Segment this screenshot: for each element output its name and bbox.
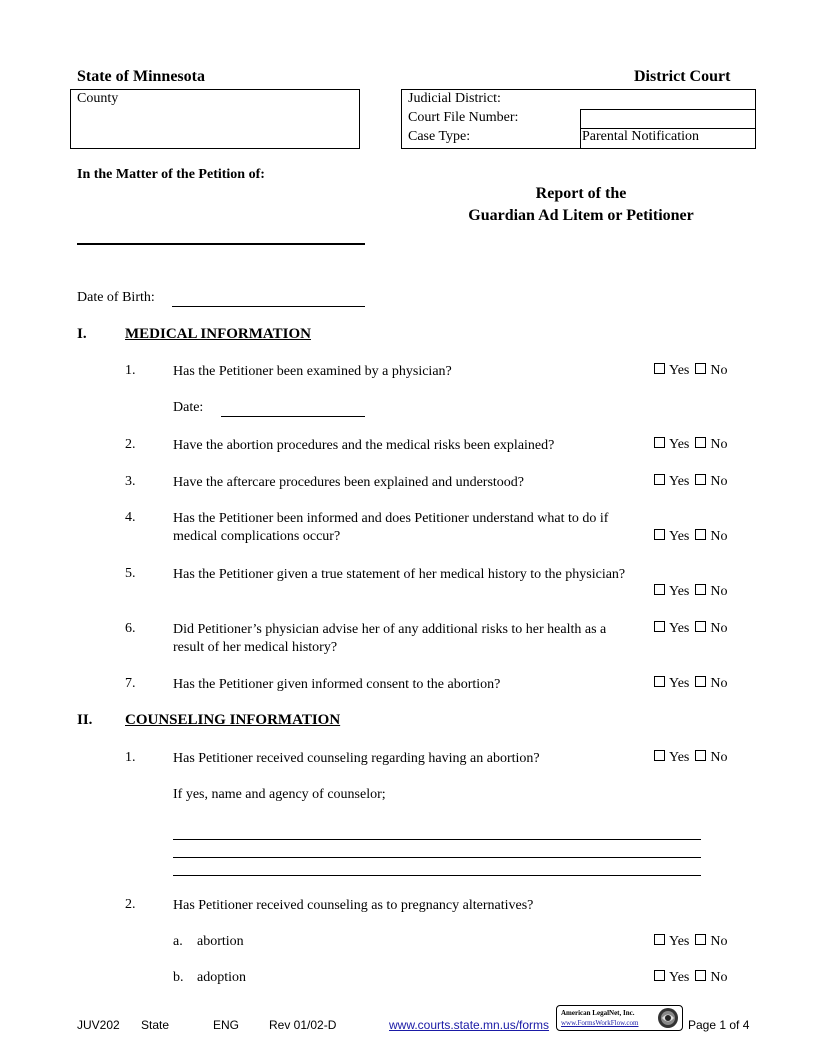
county-box[interactable]: [70, 89, 360, 149]
s1-q2-text: Have the abortion procedures and the medical risks been explained?: [173, 438, 555, 453]
yes-label: Yes: [669, 363, 690, 378]
s1-q3-num: 3.: [125, 474, 136, 489]
s1-date-field[interactable]: [221, 416, 365, 417]
s1-q4-num: 4.: [125, 510, 136, 525]
section1-numeral: I.: [77, 326, 87, 342]
s2-q1-text: Has Petitioner received counseling regarding having an abortion?: [173, 751, 540, 766]
no-checkbox[interactable]: [695, 621, 706, 632]
footer-lang: ENG: [213, 1018, 240, 1032]
state-title: State of Minnesota: [77, 68, 205, 85]
field-divider: [580, 109, 581, 148]
no-checkbox[interactable]: [695, 970, 706, 981]
case-type-label: Case Type:: [408, 129, 471, 144]
judicial-district-label: Judicial District:: [408, 91, 501, 106]
yes-checkbox[interactable]: [654, 474, 665, 485]
no-label: No: [710, 621, 728, 636]
counselor-line-2[interactable]: [173, 857, 701, 858]
yes-label: Yes: [669, 750, 690, 765]
s1-q3-answer: [654, 474, 728, 490]
yes-checkbox[interactable]: [654, 363, 665, 374]
yes-checkbox[interactable]: [654, 621, 665, 632]
section1-title: MEDICAL INFORMATION: [125, 326, 311, 342]
s1-q7-answer: [654, 676, 728, 692]
yes-checkbox[interactable]: [654, 437, 665, 448]
sub-b-text: adoption: [197, 970, 246, 985]
counselor-prompt: If yes, name and agency of counselor;: [173, 787, 386, 802]
no-checkbox[interactable]: [695, 676, 706, 687]
court-file-number-label: Court File Number:: [408, 110, 519, 125]
no-checkbox[interactable]: [695, 584, 706, 595]
section2-numeral: II.: [77, 712, 93, 728]
no-checkbox[interactable]: [695, 934, 706, 945]
no-label: No: [710, 363, 728, 378]
s1-date-label: Date:: [173, 400, 204, 415]
s1-q7-text: Has the Petitioner given informed consent to the abortion?: [173, 677, 501, 692]
no-label: No: [710, 676, 728, 691]
s1-q1-num: 1.: [125, 363, 136, 378]
no-label: No: [710, 934, 728, 949]
yes-checkbox[interactable]: [654, 750, 665, 761]
s1-q4-text: Has the Petitioner been informed and does Petitioner understand what to do if medical complications occur?: [173, 511, 609, 544]
dob-label: Date of Birth:: [77, 290, 155, 305]
s2-q1-num: 1.: [125, 750, 136, 765]
vendor-logo[interactable]: [556, 1005, 683, 1031]
sub-a-text: abortion: [197, 934, 244, 949]
report-title-line1: Report of the: [535, 185, 627, 202]
matter-label: In the Matter of the Petition of:: [77, 167, 265, 182]
s1-q6-answer: [654, 621, 728, 637]
footer-rev: Rev 01/02-D: [269, 1018, 337, 1032]
no-label: No: [710, 474, 728, 489]
sub-a-answer: [654, 934, 728, 950]
yes-checkbox[interactable]: [654, 584, 665, 595]
no-checkbox[interactable]: [695, 529, 706, 540]
s1-q5-answer: [654, 584, 728, 600]
yes-checkbox[interactable]: [654, 529, 665, 540]
footer-state: State: [141, 1018, 170, 1032]
no-label: No: [710, 584, 728, 599]
no-label: No: [710, 529, 728, 544]
logo-line-1: American LegalNet, Inc.: [561, 1009, 635, 1017]
s2-q1-answer: [654, 750, 728, 766]
globe-icon: [657, 1007, 679, 1029]
no-checkbox[interactable]: [695, 363, 706, 374]
yes-label: Yes: [669, 474, 690, 489]
s1-q1-text: Has the Petitioner been examined by a physician?: [173, 364, 452, 379]
yes-label: Yes: [669, 934, 690, 949]
s1-q6-num: 6.: [125, 621, 136, 636]
s2-q2-num: 2.: [125, 897, 136, 912]
no-checkbox[interactable]: [695, 437, 706, 448]
footer-form-id: JUV202: [77, 1018, 120, 1032]
counselor-line-1[interactable]: [173, 839, 701, 840]
yes-label: Yes: [669, 621, 690, 636]
s2-q2-text: Has Petitioner received counseling as to pregnancy alternatives?: [173, 898, 534, 913]
logo-line-2: www.FormsWorkFlow.com: [561, 1019, 639, 1027]
no-checkbox[interactable]: [695, 750, 706, 761]
section2-title: COUNSELING INFORMATION: [125, 712, 341, 728]
case-info-box: [401, 89, 756, 149]
s1-q4-answer: [654, 529, 728, 545]
report-title-line2: Guardian Ad Litem or Petitioner: [468, 207, 694, 224]
no-label: No: [710, 437, 728, 452]
s1-q2-num: 2.: [125, 437, 136, 452]
s1-q5-num: 5.: [125, 566, 136, 581]
counselor-line-3[interactable]: [173, 875, 701, 876]
yes-checkbox[interactable]: [654, 676, 665, 687]
sub-b-letter: b.: [173, 970, 184, 985]
no-label: No: [710, 970, 728, 985]
s1-q5-text: Has the Petitioner given a true statement of her medical history to the physician?: [173, 567, 626, 582]
judicial-district-field[interactable]: [580, 109, 756, 110]
footer-page-number: Page 1 of 4: [688, 1018, 750, 1032]
county-label: County: [77, 91, 119, 106]
petitioner-name-line[interactable]: [77, 243, 365, 245]
yes-label: Yes: [669, 437, 690, 452]
yes-checkbox[interactable]: [654, 970, 665, 981]
no-checkbox[interactable]: [695, 474, 706, 485]
no-label: No: [710, 750, 728, 765]
yes-checkbox[interactable]: [654, 934, 665, 945]
sub-a-letter: a.: [173, 934, 183, 949]
s1-q2-answer: [654, 437, 728, 453]
yes-label: Yes: [669, 529, 690, 544]
yes-label: Yes: [669, 584, 690, 599]
dob-field[interactable]: [172, 306, 365, 307]
s1-q7-num: 7.: [125, 676, 136, 691]
yes-label: Yes: [669, 676, 690, 691]
sub-b-answer: [654, 970, 728, 986]
s1-q3-text: Have the aftercare procedures been explained and understood?: [173, 475, 524, 490]
court-title: District Court: [634, 68, 731, 85]
s1-q1-answer: [654, 363, 728, 379]
s1-q6-text: Did Petitioner’s physician advise her of any additional risks to her health as a result of her medical history?: [173, 622, 607, 655]
footer-forms-link[interactable]: www.courts.state.mn.us/forms: [389, 1018, 550, 1032]
case-type-value: Parental Notification: [582, 129, 700, 144]
yes-label: Yes: [669, 970, 690, 985]
